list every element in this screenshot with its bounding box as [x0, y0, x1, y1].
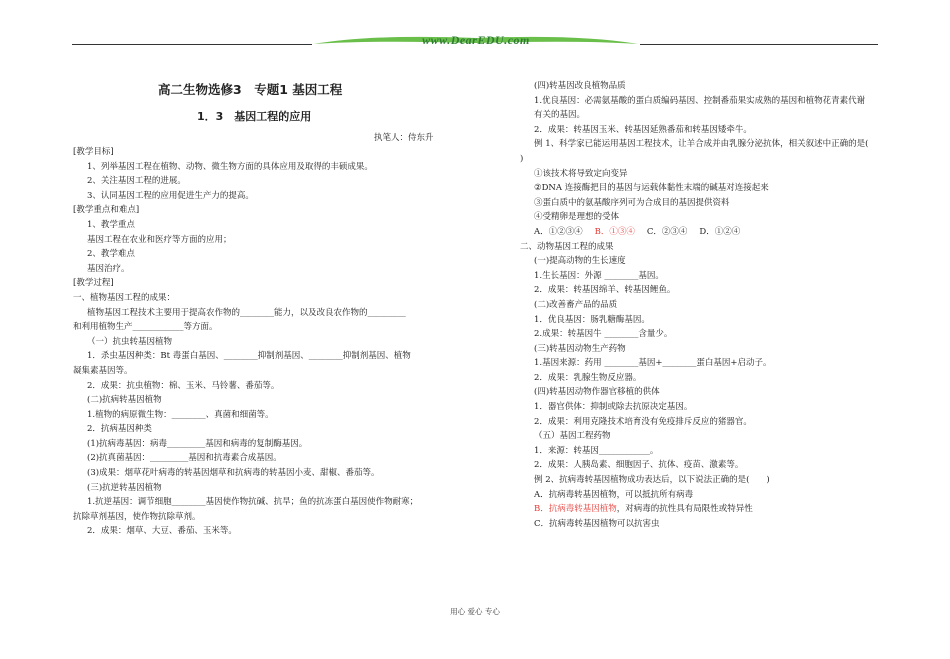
right-line: 2．成果：乳腺生物反应器。: [534, 372, 642, 383]
option-b-highlight: B．抗病毒转基因植物: [534, 504, 617, 515]
right-line: 1．优良基因：肠乳糖酶基因。: [534, 314, 650, 325]
footer-text: 用心 爱心 专心: [450, 607, 500, 616]
left-line: 1．杀虫基因种类：Bt 毒蛋白基因、________抑制剂基因、________抑制剂基因、植物: [87, 351, 411, 362]
right-line: ): [520, 153, 524, 164]
right-line: 1.优良基因：必需氨基酸的蛋白质编码基因、控制番茄果实成熟的基因和植物花青素代谢: [534, 95, 866, 106]
right-line: ②DNA 连接酶把目的基因与运载体黏性末端的碱基对连接起来: [534, 183, 769, 194]
logo-text: www.DearEDU.com: [422, 33, 530, 47]
left-line: (2)抗真菌基因：_________基因和抗毒素合成基因。: [87, 453, 282, 464]
right-line: 二、动物基因工程的成果: [520, 241, 614, 252]
author-line: 执笔人：侍东升: [374, 133, 434, 143]
right-line: 2．成果：利用克隆技术培育没有免疫排斥反应的猪器官。: [534, 416, 752, 427]
right-line: A．抗病毒转基因植物，可以抵抗所有病毒: [534, 489, 694, 500]
left-line: 1、教学重点: [87, 219, 135, 230]
left-line: 2．抗病基因种类: [87, 424, 152, 435]
left-line: (3)成果：烟草花叶病毒的转基因烟草和抗病毒的转基因小麦、甜椒、番茄等。: [87, 468, 380, 479]
right-line: 2．成果：人胰岛素、细胞因子、抗体、疫苗、激素等。: [534, 460, 744, 471]
right-line: （五）基因工程药物: [534, 431, 611, 442]
header-rule-right: [640, 44, 878, 45]
right-line: 1．器官供体：抑制或除去抗原决定基因。: [534, 402, 693, 413]
left-line: 凝集素基因等。: [73, 365, 133, 376]
option-a: A．①②③④: [534, 226, 583, 237]
right-line: (一)提高动物的生长速度: [534, 256, 626, 267]
option-b: B．①③④: [594, 226, 635, 237]
right-line: ①该技术将导致定向变异: [534, 168, 628, 179]
left-line: 2、关注基因工程的进展。: [87, 176, 186, 187]
left-line: (二)抗病转基因植物: [87, 395, 162, 406]
left-line: 抗除草剂基因，使作物抗除草剂。: [73, 511, 201, 522]
right-line: C．抗病毒转基因植物可以抗害虫: [534, 518, 660, 529]
right-line: 例 1、科学家已能运用基因工程技术，让羊合成并由乳腺分泌抗体，相关叙述中正确的是(: [534, 139, 869, 150]
page-subtitle: 1．3 基因工程的应用: [197, 110, 312, 123]
right-line: 例 2、抗病毒转基因植物成功表达后，以下说法正确的是( ): [534, 475, 770, 486]
header-rule-left: [72, 44, 312, 45]
left-line: （一）抗虫转基因植物: [87, 336, 173, 347]
left-line: 1、列举基因工程在植物、动物、微生物方面的具体应用及取得的丰硕成果。: [87, 161, 373, 172]
left-line: 一、植物基因工程的成果：: [73, 292, 176, 303]
left-line: 植物基因工程技术主要用于提高农作物的________能力，以及改良农作物的_________: [87, 307, 406, 318]
left-line: 2．成果：烟草、大豆、番茄、玉米等。: [87, 526, 237, 537]
left-line: 和利用植物生产____________等方面。: [73, 322, 218, 333]
right-line: 1.基因来源：药用 ________基因+________蛋白基因+启动子。: [534, 358, 772, 369]
option-b-rest: ，对病毒的抗性具有局限性或特异性: [616, 504, 753, 515]
right-line: ④受精卵是理想的受体: [534, 212, 620, 223]
page-title: 高二生物选修3 专题1 基因工程: [158, 82, 343, 97]
right-line: (三)转基因动物生产药物: [534, 343, 626, 354]
right-line: 2．成果：转基因绵羊、转基因鲤鱼。: [534, 285, 676, 296]
right-line: 有关的基因。: [534, 110, 586, 121]
left-line: (三)抗逆转基因植物: [87, 482, 162, 493]
site-logo: [312, 30, 640, 54]
left-line: 1.植物的病原微生物：________、真菌和细菌等。: [87, 409, 274, 420]
right-line: (二)改善畜产品的品质: [534, 299, 618, 310]
option-c: C．②③④: [646, 226, 688, 237]
left-line: 基因工程在农业和医疗等方面的应用；: [87, 234, 232, 245]
right-line: (四)转基因动物作器官移植的供体: [534, 387, 660, 398]
example1-options: [520, 225, 880, 240]
left-line: (1)抗病毒基因：病毒_________基因和病毒的复制酶基因。: [87, 438, 308, 449]
example2-option-b: [520, 502, 880, 517]
right-line: 2．成果：转基因玉米、转基因延熟番茄和转基因矮牵牛。: [534, 124, 752, 135]
right-line: (四)转基因改良植物品质: [534, 81, 626, 91]
left-line: [教学过程]: [73, 278, 114, 289]
right-line: 1．来源：转基因____________。: [534, 445, 659, 456]
right-column: [520, 79, 880, 531]
left-line: [教学目标]: [73, 147, 114, 157]
left-column: [73, 145, 443, 539]
left-line: 1.抗逆基因：调节细胞________基因使作物抗碱、抗旱；鱼的抗冻蛋白基因使作物耐寒；: [87, 497, 419, 508]
left-line: 2、教学难点: [87, 249, 135, 260]
left-line: 3、认同基因工程的应用促进生产力的提高。: [87, 190, 254, 201]
right-line: 1.生长基因：外源 ________基因。: [534, 270, 664, 281]
right-line: 2.成果：转基因牛 ________含量少。: [534, 329, 673, 340]
option-d: D．①②④: [699, 226, 741, 237]
left-line: 基因治疗。: [87, 263, 130, 274]
left-line: [教学重点和难点]: [73, 205, 140, 216]
left-line: 2．成果：抗虫植物：棉、玉米、马铃薯、番茄等。: [87, 380, 280, 391]
right-line: ③蛋白质中的氨基酸序列可为合成目的基因提供资料: [534, 197, 730, 208]
